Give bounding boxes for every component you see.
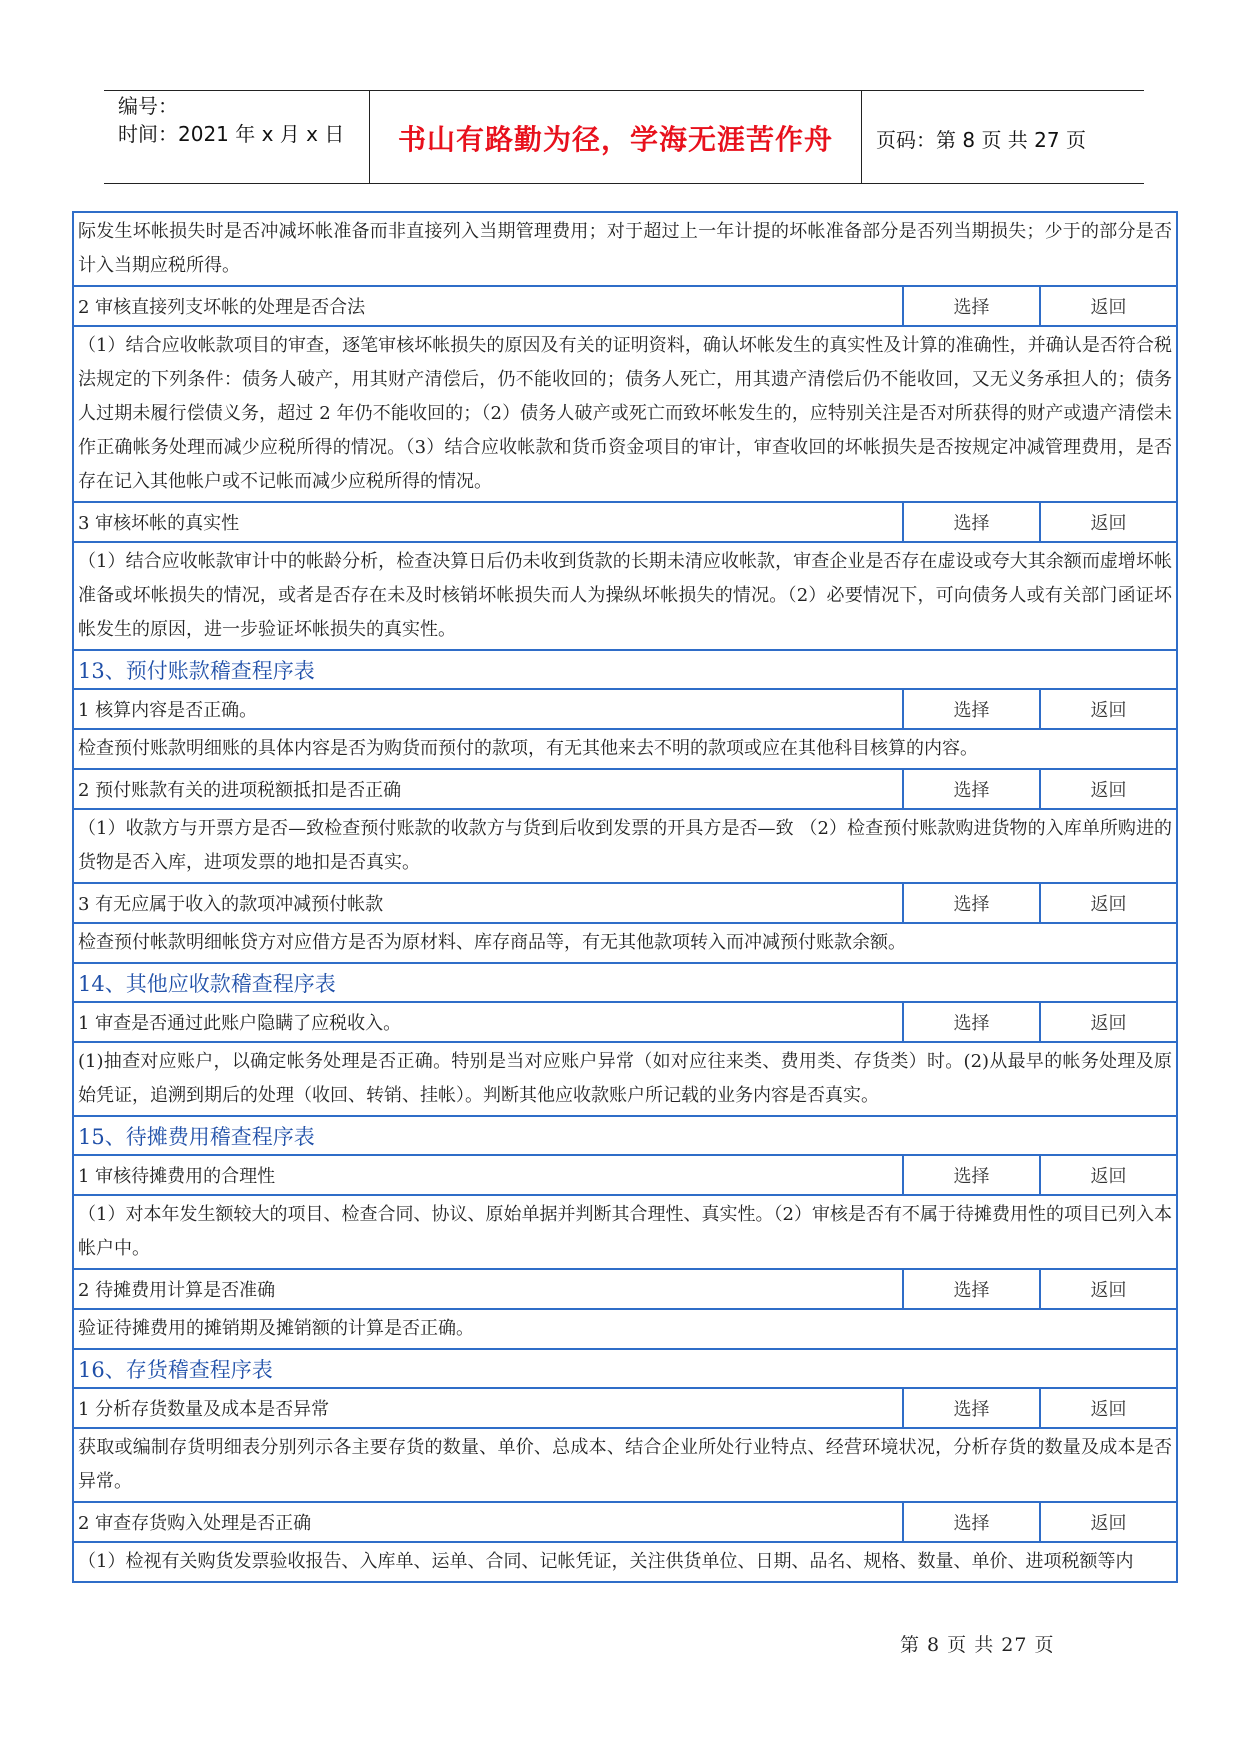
- back-button[interactable]: 返回: [1039, 770, 1176, 808]
- description-text: 检查预付账款明细账的具体内容是否为购货而预付的款项，有无其他来去不明的款项或应在其他科目核算的内容。: [78, 738, 978, 759]
- description-row: [74, 543, 1176, 651]
- check-item-title: 1 分析存货数量及成本是否异常: [78, 1399, 330, 1420]
- section-title: 14、其他应收款稽查程序表: [78, 971, 336, 996]
- back-button[interactable]: 返回: [1039, 690, 1176, 728]
- check-item-row: [74, 287, 1176, 327]
- back-button[interactable]: 返回: [1039, 1003, 1176, 1041]
- section-heading-row: [74, 651, 1176, 690]
- select-button[interactable]: 选择: [902, 1503, 1039, 1541]
- description-text: （1）检视有关购货发票验收报告、入库单、运单、合同、记帐凭证，关注供货单位、日期、品名、规格、数量、单价、进项税额等内: [78, 1551, 1134, 1572]
- header-motto: 书山有路勤为径，学海无涯苦作舟: [397, 123, 833, 156]
- back-button[interactable]: 返回: [1039, 1503, 1176, 1541]
- select-button[interactable]: 选择: [902, 503, 1039, 541]
- check-item-row: [74, 770, 1176, 810]
- section-title: 13、预付账款稽查程序表: [78, 658, 315, 683]
- back-button[interactable]: 返回: [1039, 884, 1176, 922]
- check-item-row: [74, 1003, 1176, 1043]
- section-title: 16、存货稽查程序表: [78, 1357, 273, 1382]
- description-row: [74, 1429, 1176, 1503]
- header-page-label: 页码：第 8 页 共 27 页: [876, 128, 1086, 152]
- section-heading-row: [74, 1117, 1176, 1156]
- description-text: 获取或编制存货明细表分别列示各主要存货的数量、单价、总成本、结合企业所处行业特点、经营环境状况，分析存货的数量及成本是否异常。: [78, 1437, 1172, 1492]
- description-text: 验证待摊费用的摊销期及摊销额的计算是否正确。: [78, 1318, 474, 1339]
- description-row: [74, 1196, 1176, 1270]
- description-row: [74, 1043, 1176, 1117]
- description-row: [74, 730, 1176, 770]
- description-row: [74, 1310, 1176, 1350]
- check-item-row: [74, 503, 1176, 543]
- description-text: 际发生坏帐损失时是否冲减坏帐准备而非直接列入当期管理费用；对于超过上一年计提的坏帐准备部分是否列当期损失；少于的部分是否计入当期应税所得。: [78, 221, 1172, 276]
- check-item-row: [74, 1503, 1176, 1543]
- back-button[interactable]: 返回: [1039, 1156, 1176, 1194]
- select-button[interactable]: 选择: [902, 884, 1039, 922]
- section-title: 15、待摊费用稽查程序表: [78, 1124, 315, 1149]
- select-button[interactable]: 选择: [902, 1003, 1039, 1041]
- description-text: 检查预付帐款明细帐贷方对应借方是否为原材料、库存商品等，有无其他款项转入而冲减预付账款余额。: [78, 932, 906, 953]
- section-heading-row: [74, 1350, 1176, 1389]
- page-footer: 第 8 页 共 27 页: [900, 1634, 1055, 1656]
- document-time-label: 时间：2021 年 x 月 x 日: [118, 122, 345, 146]
- check-item-row: [74, 1156, 1176, 1196]
- check-item-title: 1 审核待摊费用的合理性: [78, 1166, 276, 1187]
- select-button[interactable]: 选择: [902, 1270, 1039, 1308]
- header-meta: [118, 92, 344, 148]
- select-button[interactable]: 选择: [902, 770, 1039, 808]
- select-button[interactable]: 选择: [902, 690, 1039, 728]
- back-button[interactable]: 返回: [1039, 503, 1176, 541]
- check-item-title: 2 待摊费用计算是否准确: [78, 1280, 276, 1301]
- description-row: [74, 1543, 1176, 1581]
- header-top-rule: [104, 90, 1144, 91]
- back-button[interactable]: 返回: [1039, 287, 1176, 325]
- check-item-row: [74, 1270, 1176, 1310]
- back-button[interactable]: 返回: [1039, 1389, 1176, 1427]
- check-item-row: [74, 884, 1176, 924]
- select-button[interactable]: 选择: [902, 287, 1039, 325]
- description-row: [74, 810, 1176, 884]
- check-item-title: 2 审核直接列支坏帐的处理是否合法: [78, 297, 366, 318]
- description-row: [74, 924, 1176, 964]
- check-item-title: 3 有无应属于收入的款项冲减预付帐款: [78, 894, 384, 915]
- audit-procedure-table: [72, 211, 1178, 1583]
- document-number-label: 编号：: [118, 94, 178, 118]
- select-button[interactable]: 选择: [902, 1389, 1039, 1427]
- description-row: [74, 327, 1176, 503]
- check-item-title: 1 核算内容是否正确。: [78, 700, 258, 721]
- check-item-title: 1 审查是否通过此账户隐瞒了应税收入。: [78, 1013, 402, 1034]
- description-text: （1）收款方与开票方是否—致检查预付账款的收款方与货到后收到发票的开具方是否—致 （2）检查预付账款购进货物的入库单所购进的货物是否入库，进项发票的地扣是否真实。: [78, 818, 1172, 873]
- description-text: （1）对本年发生额较大的项目、检查合同、协议、原始单据并判断其合理性、真实性。（2）审核是否有不属于待摊费用性的项目已列入本帐户中。: [78, 1204, 1172, 1259]
- check-item-row: [74, 1389, 1176, 1429]
- check-item-row: [74, 690, 1176, 730]
- description-text: （1）结合应收帐款项目的审查，逐笔审核坏帐损失的原因及有关的证明资料，确认坏帐发生的真实性及计算的准确性，并确认是否符合税法规定的下列条件：债务人破产，用其财产清偿后，仍不能收回的；债务人死亡，用其遗产清偿后仍不能收回，又无义务承担人的；债务人过期未履行偿债义务，超过 2 年仍不能收回的；（2）债务人破产或死亡而致坏帐发生的，应特别关注是否对所获得的财产或遗产清偿未作正确帐务处理而减少应税所得的情况。（3）结合应收帐款和货币资金项目的审计，审查收回的坏帐损失是否按规定冲减管理费用，是否存在记入其他帐户或不记帐而减少应税所得的情况。: [78, 335, 1172, 492]
- description-text: (1)抽查对应账户，以确定帐务处理是否正确。特别是当对应账户异常（如对应往来类、费用类、存货类）时。(2)从最早的帐务处理及原始凭证，追溯到期后的处理（收回、转销、挂帐）。判断其他应收款账户所记载的业务内容是否真实。: [78, 1051, 1172, 1106]
- description-text: （1）结合应收帐款审计中的帐龄分析，检查决算日后仍未收到货款的长期未清应收帐款，审查企业是否存在虚设或夸大其余额而虚增坏帐准备或坏帐损失的情况，或者是否存在未及时核销坏帐损失而人为操纵坏帐损失的情况。（2）必要情况下，可向债务人或有关部门函证坏帐发生的原因，进一步验证坏帐损失的真实性。: [78, 551, 1172, 640]
- check-item-title: 2 审查存货购入处理是否正确: [78, 1513, 312, 1534]
- select-button[interactable]: 选择: [902, 1156, 1039, 1194]
- description-row: [74, 213, 1176, 287]
- back-button[interactable]: 返回: [1039, 1270, 1176, 1308]
- check-item-title: 2 预付账款有关的进项税额抵扣是否正确: [78, 780, 402, 801]
- section-heading-row: [74, 964, 1176, 1003]
- header-bottom-rule: [104, 183, 1144, 184]
- header-divider: [861, 90, 862, 183]
- check-item-title: 3 审核坏帐的真实性: [78, 513, 240, 534]
